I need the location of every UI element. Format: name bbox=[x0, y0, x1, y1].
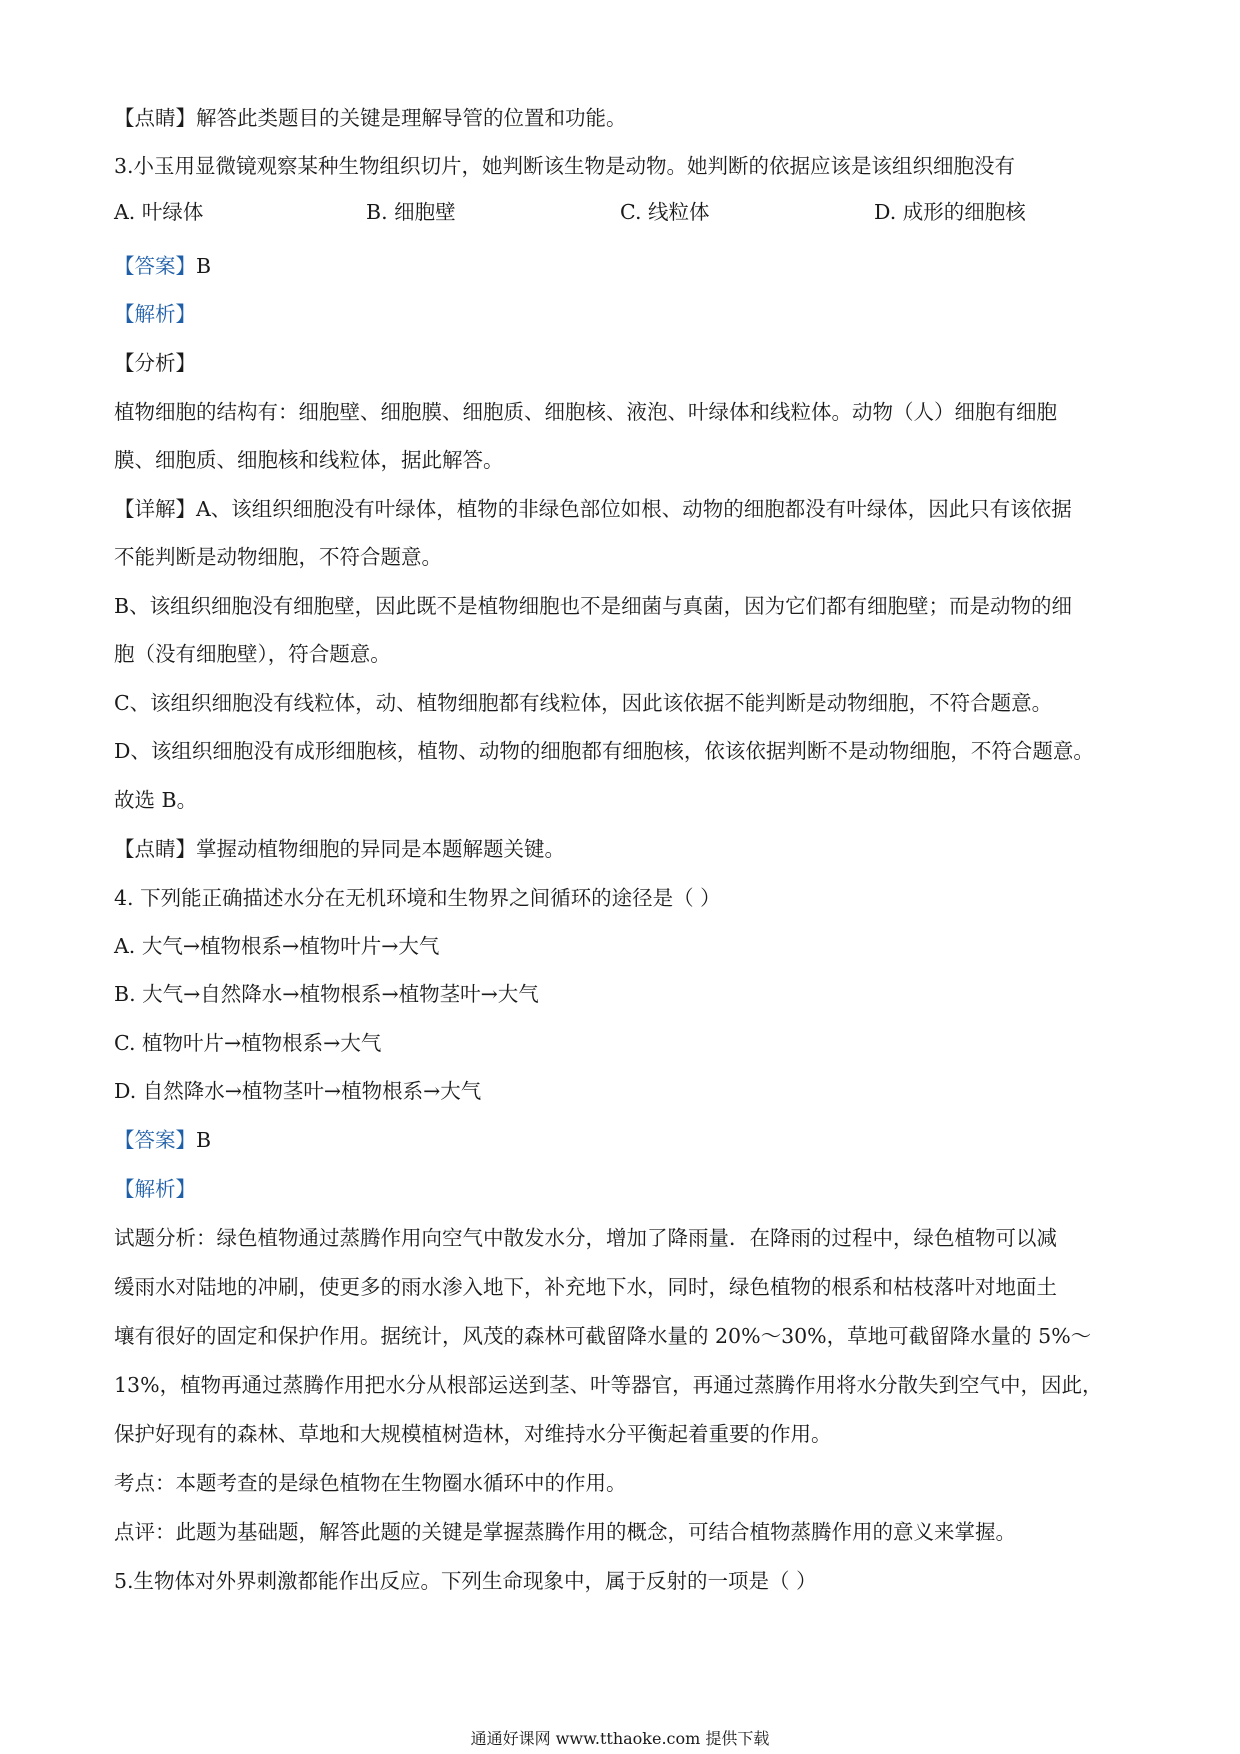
q4-body-line: 13%，植物再通过蒸腾作用把水分从根部运送到茎、叶等器官，再通过蒸腾作用将水分散失到空气中，因此， bbox=[114, 1373, 1103, 1397]
q4-body-line: 试题分析：绿色植物通过蒸腾作用向空气中散发水分，增加了降雨量．在降雨的过程中，绿色植物可以减 bbox=[114, 1226, 1057, 1250]
answer-value: B bbox=[196, 254, 212, 278]
q3-fenxi-label: 【分析】 bbox=[114, 351, 196, 375]
q3-detail-line: D、该组织细胞没有成形细胞核，植物、动物的细胞都有细胞核，依该依据判断不是动物细胞，不符合题意。 bbox=[114, 739, 1094, 763]
q3-stem: 3.小玉用显微镜观察某种生物组织切片，她判断该生物是动物。她判断的依据应该是该组织细胞没有 bbox=[114, 154, 1016, 178]
q3-fenxi-line: 膜、细胞质、细胞核和线粒体，据此解答。 bbox=[114, 448, 504, 472]
q4-option-d: D. 自然降水→植物茎叶→植物根系→大气 bbox=[114, 1079, 482, 1103]
q4-analysis-label: 【解析】 bbox=[114, 1177, 196, 1201]
q4-option-a: A. 大气→植物根系→植物叶片→大气 bbox=[114, 934, 440, 958]
q3-option-a: A. 叶绿体 bbox=[114, 200, 204, 224]
q3-detail-line: 【详解】A、该组织细胞没有叶绿体，植物的非绿色部位如根、动物的细胞都没有叶绿体，因此只有该依据 bbox=[114, 497, 1072, 521]
page-footer: 通通好课网 www.tthaoke.com 提供下载 bbox=[470, 1729, 770, 1748]
q3-detail-line: 不能判断是动物细胞，不符合题意。 bbox=[114, 545, 442, 569]
q3-choice: 故选 B。 bbox=[114, 788, 198, 812]
q4-exam-point: 考点：本题考查的是绿色植物在生物圈水循环中的作用。 bbox=[114, 1471, 627, 1495]
q3-fenxi-line: 植物细胞的结构有：细胞壁、细胞膜、细胞质、细胞核、液泡、叶绿体和线粒体。动物（人）细胞有细胞 bbox=[114, 400, 1057, 424]
q3-analysis-label: 【解析】 bbox=[114, 302, 196, 326]
answer-value: B bbox=[196, 1128, 212, 1152]
q3-detail-line: 胞（没有细胞壁），符合题意。 bbox=[114, 642, 391, 666]
q4-review: 点评：此题为基础题，解答此题的关键是掌握蒸腾作用的概念，可结合植物蒸腾作用的意义来掌握。 bbox=[114, 1520, 1016, 1544]
q3-comment: 【点睛】掌握动植物细胞的异同是本题解题关键。 bbox=[114, 837, 565, 861]
q4-option-c: C. 植物叶片→植物根系→大气 bbox=[114, 1031, 382, 1055]
q2-comment: 【点睛】解答此类题目的关键是理解导管的位置和功能。 bbox=[114, 106, 627, 130]
answer-label: 【答案】 bbox=[114, 254, 196, 278]
q3-detail-line: C、该组织细胞没有线粒体，动、植物细胞都有线粒体，因此该依据不能判断是动物细胞，不符合题意。 bbox=[114, 691, 1053, 715]
q4-body-line: 壤有很好的固定和保护作用。据统计，风茂的森林可截留降水量的 20%～30%，草地可截留降水量的 5%～ bbox=[114, 1324, 1092, 1348]
q3-detail-line: B、该组织细胞没有细胞壁，因此既不是植物细胞也不是细菌与真菌，因为它们都有细胞壁；而是动物的细 bbox=[114, 594, 1073, 618]
q3-option-b: B. 细胞壁 bbox=[366, 200, 456, 224]
q3-option-c: C. 线粒体 bbox=[620, 200, 710, 224]
q3-answer bbox=[114, 252, 211, 280]
q4-body-line: 缓雨水对陆地的冲刷，使更多的雨水渗入地下，补充地下水，同时，绿色植物的根系和枯枝落叶对地面土 bbox=[114, 1275, 1057, 1299]
q4-answer bbox=[114, 1126, 211, 1154]
q5-stem: 5.生物体对外界刺激都能作出反应。下列生命现象中，属于反射的一项是（ ） bbox=[114, 1569, 817, 1593]
q4-option-b: B. 大气→自然降水→植物根系→植物茎叶→大气 bbox=[114, 982, 539, 1006]
q4-stem: 4. 下列能正确描述水分在无机环境和生物界之间循环的途径是（ ） bbox=[114, 886, 721, 910]
q3-option-d: D. 成形的细胞核 bbox=[874, 200, 1026, 224]
answer-label: 【答案】 bbox=[114, 1128, 196, 1152]
q4-body-line: 保护好现有的森林、草地和大规模植树造林，对维持水分平衡起着重要的作用。 bbox=[114, 1422, 832, 1446]
